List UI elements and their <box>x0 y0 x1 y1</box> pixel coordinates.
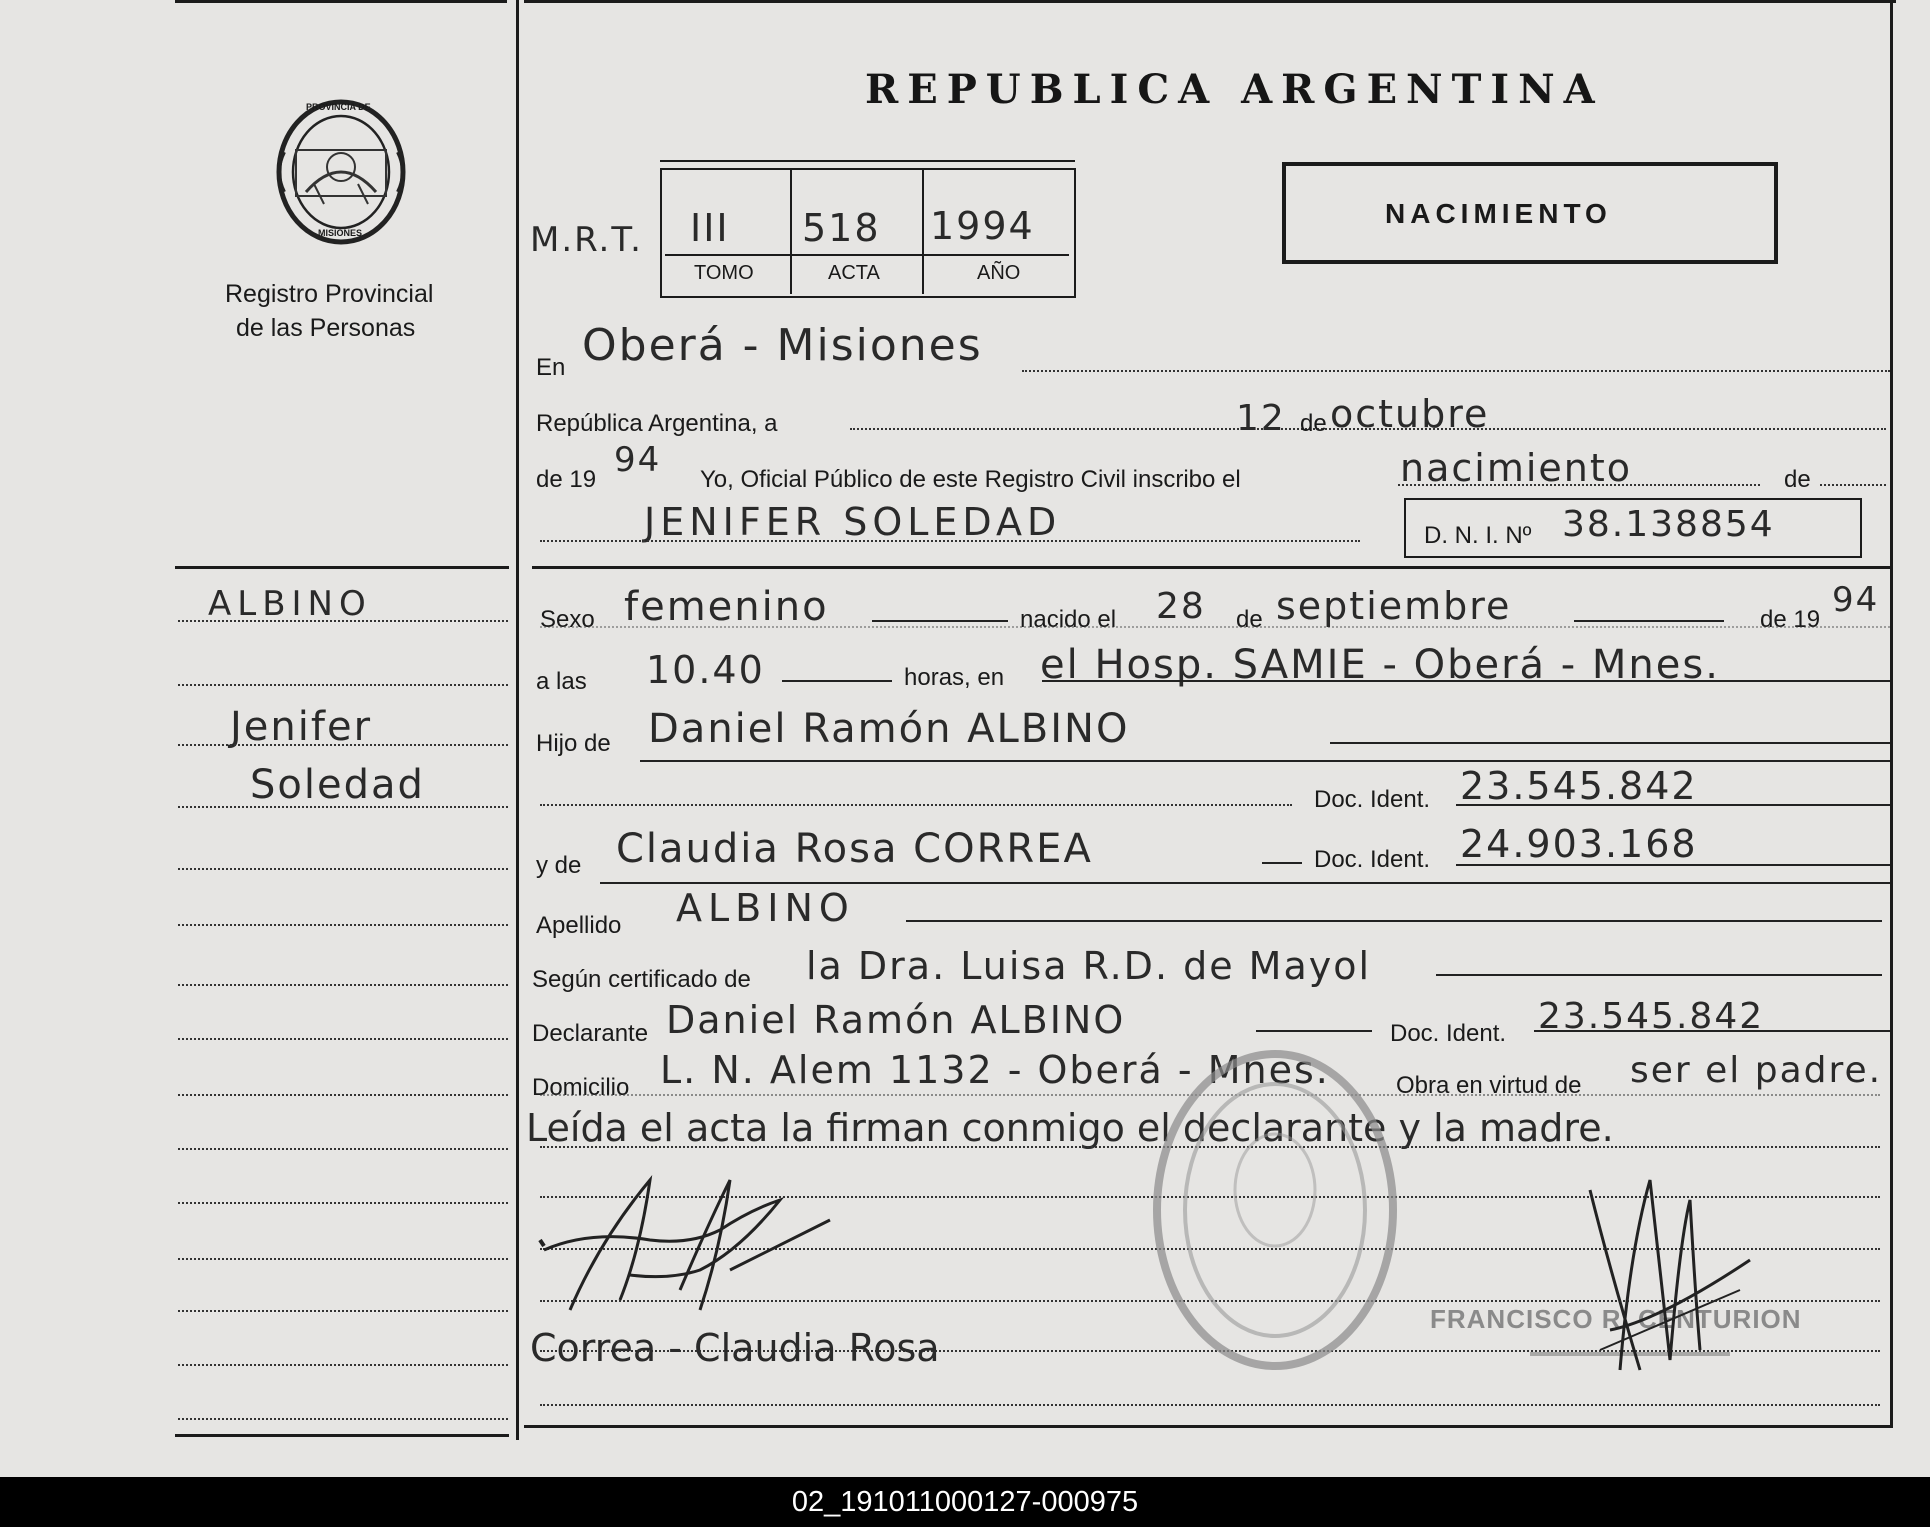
mother-line-2 <box>600 882 1890 884</box>
acta-label: ACTA <box>828 262 880 284</box>
margin-surname: ALBINO <box>208 584 372 624</box>
sexo-row-line <box>540 626 1890 628</box>
left-panel-top-rule <box>175 0 507 3</box>
officer-stamp: FRANCISCO R. CENTURION <box>1430 1304 1802 1334</box>
main-panel-right-rule <box>1890 0 1893 1428</box>
margin-given-2: Soledad <box>250 762 425 808</box>
horas-en-label: horas, en <box>904 664 1005 691</box>
margin-line <box>178 868 508 870</box>
acta-value: 518 <box>802 206 881 250</box>
country-title: REPUBLICA ARGENTINA <box>865 66 1604 113</box>
birth-place-value: el Hosp. SAMIE - Oberá - Mnes. <box>1040 642 1720 688</box>
republica-label: República Argentina, a <box>536 410 778 437</box>
registry-name-line2: de las Personas <box>236 314 416 342</box>
record-box-divider-2 <box>922 168 924 294</box>
declarante-doc-value: 23.545.842 <box>1538 996 1765 1037</box>
en-label: En <box>536 354 566 381</box>
panel-divider <box>516 0 519 1440</box>
declarante-label: Declarante <box>532 1020 649 1047</box>
margin-section-rule <box>175 566 509 569</box>
mother-value: Claudia Rosa CORREA <box>616 826 1093 872</box>
margin-line <box>178 1364 508 1366</box>
domicilio-label: Domicilio <box>532 1074 630 1101</box>
mother-line <box>1262 862 1302 864</box>
apellido-line <box>906 920 1882 922</box>
bottom-rule-left <box>175 1434 509 1437</box>
mother-signature: Correa - Claudia Rosa <box>530 1326 940 1370</box>
margin-line <box>178 924 508 926</box>
father-doc-value: 23.545.842 <box>1460 764 1698 808</box>
margin-line <box>178 1418 508 1420</box>
birth-day-value: 28 <box>1156 586 1206 627</box>
birth-month-value: septiembre <box>1276 584 1512 628</box>
birth-place-line <box>1042 680 1890 682</box>
certificate-value: la Dra. Luisa R.D. de Mayol <box>806 944 1372 988</box>
father-line <box>1330 742 1890 744</box>
sexo-line <box>872 620 1008 622</box>
apellido-label: Apellido <box>536 912 622 939</box>
de-line <box>1820 484 1886 486</box>
declarante-line <box>1256 1030 1372 1032</box>
hour-value: 10.40 <box>646 648 765 692</box>
y-de-label: y de <box>536 852 582 879</box>
de-day-label: de <box>1236 606 1263 633</box>
margin-line <box>178 1094 508 1096</box>
certificate-line <box>1436 974 1882 976</box>
father-doc-line <box>1456 804 1890 806</box>
act-value: nacimiento <box>1400 446 1633 490</box>
bottom-rule-main <box>524 1425 1892 1428</box>
hour-line <box>782 680 892 682</box>
de-month-label: de <box>1300 410 1327 437</box>
main-section-rule <box>532 566 1892 569</box>
margin-line <box>178 806 508 808</box>
dni-label: D. N. I. Nº <box>1424 522 1532 549</box>
father-line-2 <box>640 760 1890 762</box>
hijo-de-label: Hijo de <box>536 730 611 757</box>
declarante-doc-line <box>1534 1030 1890 1032</box>
nacido-el-label: nacido el <box>1020 606 1117 633</box>
margin-line <box>178 684 508 686</box>
a-las-label: a las <box>536 668 587 695</box>
image-id-caption: 02_191011000127-000975 <box>0 1477 1930 1527</box>
declarante-value: Daniel Ramón ALBINO <box>666 998 1126 1042</box>
seal-bottom-text: MISIONES <box>318 228 363 238</box>
place-line <box>1022 370 1890 372</box>
obra-value: ser el padre. <box>1630 1050 1883 1091</box>
segun-label: Según certificado de <box>532 966 751 993</box>
document-type: NACIMIENTO <box>1385 198 1612 229</box>
margin-line <box>178 984 508 986</box>
margin-line <box>178 1202 508 1204</box>
father-doc-label: Doc. Ident. <box>1314 786 1431 813</box>
sexo-value: femenino <box>624 584 829 630</box>
month-value: octubre <box>1330 392 1490 436</box>
day-value: 12 <box>1236 398 1286 439</box>
registry-name-line1: Registro Provincial <box>225 280 434 308</box>
act-line <box>1398 484 1760 486</box>
margin-line <box>178 1148 508 1150</box>
anio-label: AÑO <box>977 262 1021 284</box>
record-box-top-rule <box>660 160 1075 162</box>
official-stamp-icon <box>1140 1040 1410 1380</box>
year-short-value: 94 <box>614 440 662 480</box>
declarant-signature-icon <box>530 1160 850 1330</box>
child-name-value: JENIFER SOLEDAD <box>644 500 1062 544</box>
seal-top-text: PROVINCIA DE <box>306 102 371 112</box>
mother-doc-value: 24.903.168 <box>1460 822 1698 866</box>
officer-signature-icon <box>1580 1170 1760 1380</box>
de-19-label: de 19 <box>536 466 597 493</box>
declarante-doc-label: Doc. Ident. <box>1390 1020 1507 1047</box>
margin-line <box>178 620 508 622</box>
father-doc-lead <box>540 804 1292 806</box>
place-value: Oberá - Misiones <box>582 320 983 371</box>
margin-line <box>178 744 508 746</box>
anio-value: 1994 <box>930 204 1035 248</box>
birth-month-line <box>1574 620 1724 622</box>
margin-line <box>178 1310 508 1312</box>
domicilio-value: L. N. Alem 1132 - Oberá - Mnes. <box>660 1048 1330 1092</box>
apellido-value: ALBINO <box>676 886 855 930</box>
de-label: de <box>1784 466 1811 493</box>
signature-line <box>540 1404 1880 1406</box>
child-name-line <box>540 540 1360 542</box>
record-box-inner-rule <box>665 254 1069 256</box>
margin-line <box>178 1258 508 1260</box>
record-prefix: M.R.T. <box>530 220 643 260</box>
sexo-label: Sexo <box>540 606 595 633</box>
mother-doc-label: Doc. Ident. <box>1314 846 1431 873</box>
record-box-divider-1 <box>790 168 792 294</box>
main-panel-top-rule <box>524 0 1896 3</box>
father-value: Daniel Ramón ALBINO <box>648 706 1130 752</box>
tomo-label: TOMO <box>694 262 754 284</box>
de-19b-label: de 19 <box>1760 606 1821 633</box>
dni-value: 38.138854 <box>1562 504 1775 545</box>
obra-label: Obra en virtud de <box>1396 1072 1582 1099</box>
margin-line <box>178 1038 508 1040</box>
leida-text: Leída el acta la firman conmigo el declarante y la madre. <box>526 1106 1614 1150</box>
birth-year-value: 94 <box>1832 580 1880 620</box>
tomo-value: III <box>690 206 730 250</box>
margin-given-1: Jenifer <box>230 704 373 750</box>
oficial-statement: Yo, Oficial Público de este Registro Civil inscribo el <box>700 466 1241 493</box>
mother-doc-line <box>1456 864 1890 866</box>
